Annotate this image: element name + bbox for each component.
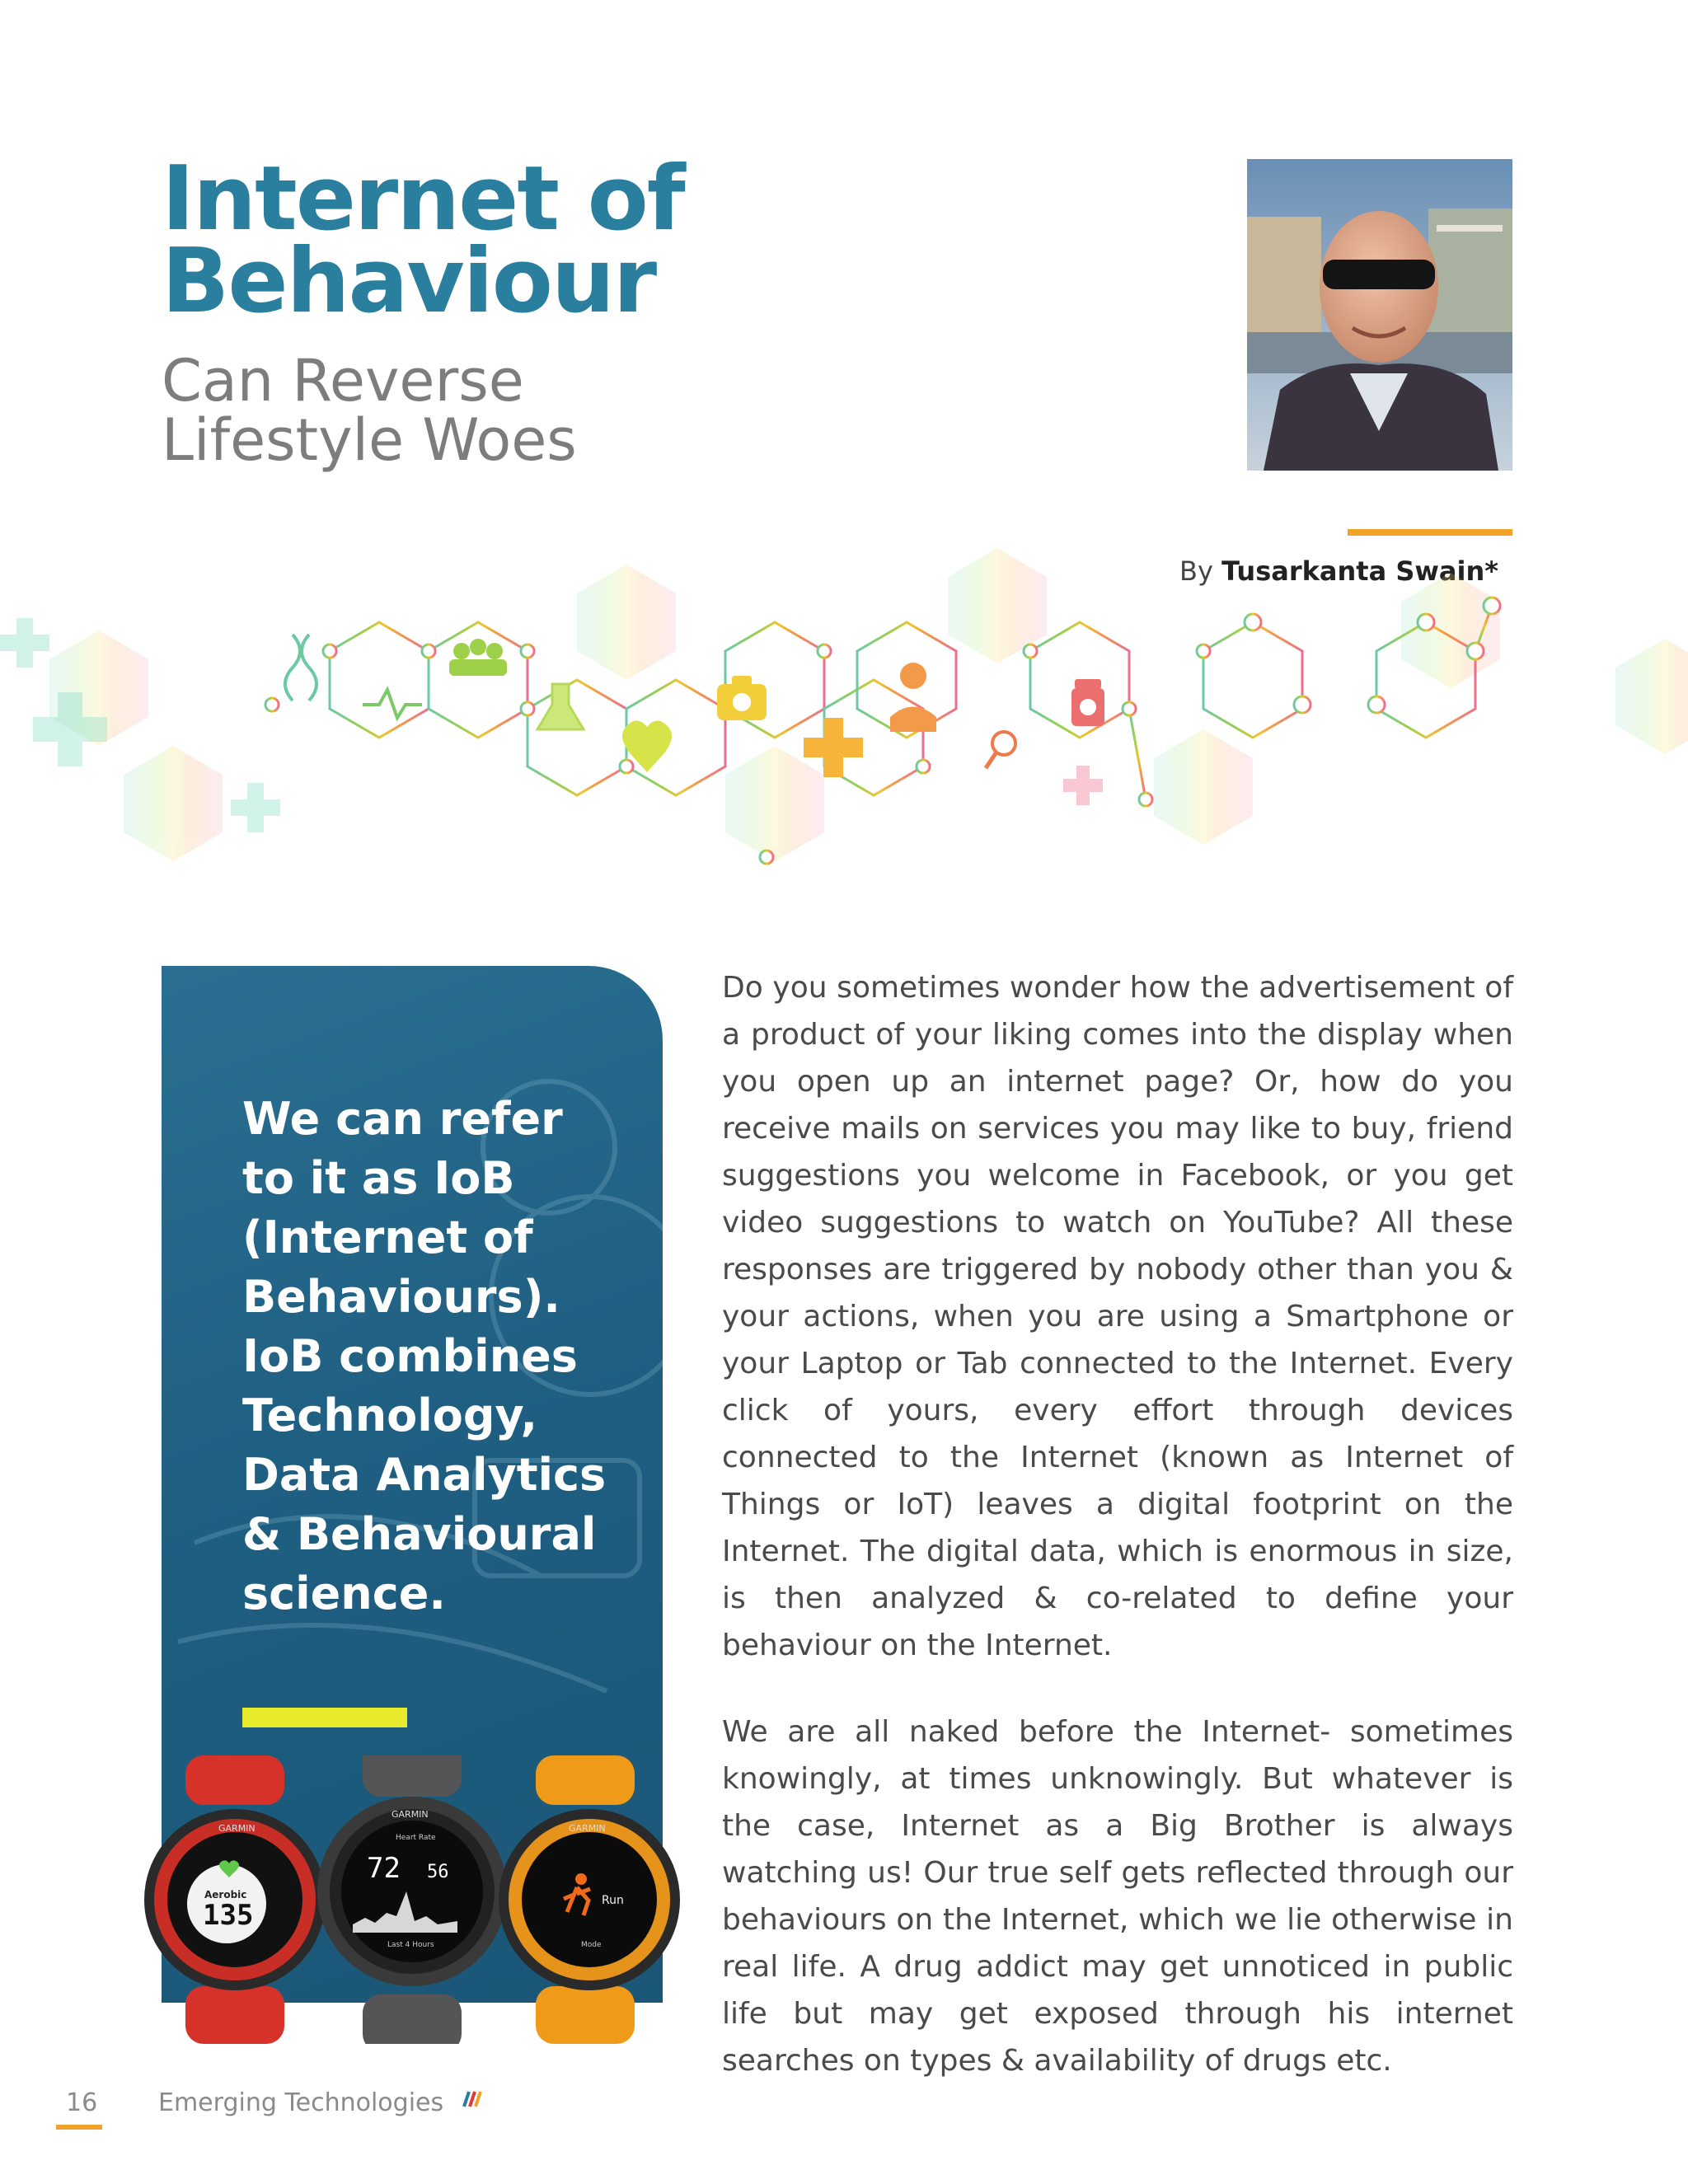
section-label: Emerging Technologies <box>158 2088 444 2117</box>
watch-middle-footer: Last 4 Hours <box>387 1941 434 1949</box>
watch-middle-value: 72 <box>367 1852 401 1885</box>
watch-middle-subvalue: 56 <box>427 1862 449 1882</box>
byline-prefix: By <box>1179 555 1213 587</box>
watch-left-label: Aerobic <box>204 1889 247 1900</box>
page-number-underline <box>56 2125 102 2130</box>
article-paragraph-2: We are all naked before the Internet- sometimes knowingly, at times unknowingly. But whatever is the case, Internet as a Big Brother is always watching us! Our true self gets reflected through our behaviours on the Internet, which we lie otherwise in real life. A drug addict may get unnoticed in public life but may get exposed through his internet searches on types & availability of drugs etc. <box>722 1715 1513 2078</box>
author-name: Tusarkanta Swain* <box>1221 555 1498 587</box>
watch-right-footer: Mode <box>581 1941 602 1949</box>
smartwatches-image <box>140 1755 684 2044</box>
watch-middle-label: Heart Rate <box>396 1834 436 1842</box>
article-paragraph-1: Do you sometimes wonder how the advertisement of a product of your liking comes into the display when you open up an internet page? Or, how do you receive mails on services you may like to buy, friend suggestions you welcome in Facebook, or you get video suggestions to watch on YouTube? All these responses are triggered by nobody other than you & your actions, when you are using a Smartphone or your Laptop or Tab connected to the Internet. Every click of yours, every effort through devices connected to the Internet (known as Internet of Things or IoT) leaves a digital footprint on the Internet. The digital data, which is enormous in size, is then analyzed & co-related to define your behaviour on the Internet. <box>722 971 1513 1662</box>
article-body <box>722 964 1513 2124</box>
page-number: 16 <box>66 2088 98 2117</box>
article-title: Internet of Behaviour <box>162 148 684 333</box>
health-network-banner <box>0 527 1688 923</box>
watch-left-brand: GARMIN <box>218 1823 256 1834</box>
watch-left-value: 135 <box>203 1899 254 1932</box>
watch-right <box>499 1755 680 2044</box>
author-photo <box>1247 159 1512 471</box>
article-subtitle: Can Reverse Lifestyle Woes <box>162 347 577 474</box>
pull-quote-accent-bar <box>242 1708 407 1727</box>
watch-right-label: Run <box>602 1894 624 1907</box>
section-stripes-icon <box>457 2090 482 2108</box>
watch-left <box>144 1755 326 2044</box>
watch-right-brand: GARMIN <box>569 1823 606 1834</box>
watch-middle <box>317 1755 507 2044</box>
pull-quote-text: We can refer to it as IoB (Internet of Behaviours). IoB combines Technology, Data Analytics & Behavioural science. <box>242 1093 607 1619</box>
watch-middle-brand: GARMIN <box>392 1809 429 1820</box>
